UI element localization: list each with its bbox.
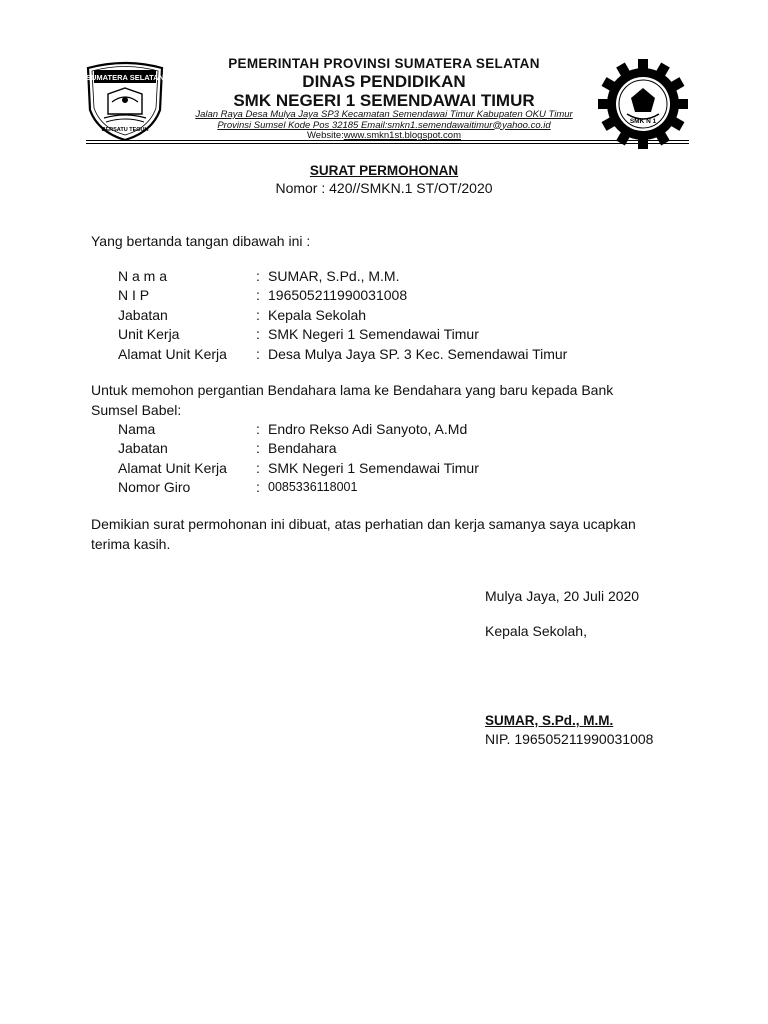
svg-text:SUMATERA SELATAN: SUMATERA SELATAN bbox=[85, 73, 165, 82]
svg-text:SMK N 1: SMK N 1 bbox=[629, 118, 657, 125]
signer-position: Kepala Sekolah, bbox=[485, 623, 587, 639]
signer-name: SUMAR, S.Pd., M.M. bbox=[485, 713, 614, 728]
sumatera-selatan-emblem-icon bbox=[82, 58, 168, 142]
field-colon: : bbox=[256, 287, 260, 304]
field-colon: : bbox=[256, 326, 260, 343]
letter-number: Nomor : 420//SMKN.1 ST/OT/2020 bbox=[275, 180, 493, 196]
letterhead-address-2: Provinsi Sumsel Kode Pos 32185 Email:smkn1.semendawaitimur@yahoo.co.id bbox=[217, 119, 551, 131]
field-row bbox=[118, 439, 479, 459]
field-label: Unit Kerja bbox=[118, 326, 180, 343]
letterhead-address-1: Jalan Raya Desa Mulya Jaya SP3 Kecamatan Semendawai Timur Kabupaten OKU Timur bbox=[195, 109, 573, 120]
field-label: Jabatan bbox=[118, 440, 168, 457]
school-gear-emblem-icon bbox=[597, 58, 689, 150]
closing-line-1: Demikian surat permohonan ini dibuat, atas perhatian dan kerja samanya saya ucapkan bbox=[91, 516, 636, 532]
closing-text bbox=[91, 515, 711, 554]
website-link[interactable]: www.smkn1st.blogspot.com bbox=[343, 130, 461, 141]
field-value: SUMAR, S.Pd., M.M. bbox=[268, 267, 400, 284]
letter-title: SURAT PERMOHONAN bbox=[309, 163, 459, 178]
request-text bbox=[91, 381, 711, 420]
field-row bbox=[118, 305, 567, 325]
svg-text:BERSATU TEGUH: BERSATU TEGUH bbox=[101, 127, 149, 133]
field-row bbox=[118, 286, 567, 306]
signer-fields-table bbox=[118, 266, 567, 364]
field-value: Desa Mulya Jaya SP. 3 Kec. Semendawai Timur bbox=[268, 345, 568, 362]
field-value: Bendahara bbox=[268, 440, 337, 457]
request-line-1: Untuk memohon pergantian Bendahara lama ke Bendahara yang baru kepada Bank bbox=[91, 382, 614, 398]
field-value: Endro Rekso Adi Sanyoto, A.Md bbox=[268, 420, 468, 437]
field-value: SMK Negeri 1 Semendawai Timur bbox=[268, 326, 479, 343]
field-colon: : bbox=[256, 479, 260, 496]
letterhead bbox=[168, 56, 600, 142]
field-value: Kepala Sekolah bbox=[268, 306, 367, 323]
field-label: Nomor Giro bbox=[118, 479, 191, 496]
closing-line-2: terima kasih. bbox=[91, 535, 171, 552]
field-row bbox=[118, 478, 479, 498]
signer-nip: NIP. 196505211990031008 bbox=[485, 731, 654, 747]
field-row bbox=[118, 458, 479, 478]
request-line-2: Sumsel Babel: bbox=[91, 401, 182, 418]
new-treasurer-fields-table bbox=[118, 419, 479, 497]
field-colon: : bbox=[256, 306, 260, 323]
letterhead-school: SMK NEGERI 1 SEMENDAWAI TIMUR bbox=[233, 91, 535, 110]
place-date: Mulya Jaya, 20 Juli 2020 bbox=[485, 588, 640, 604]
letterhead-rule-thick bbox=[86, 140, 689, 141]
intro-text: Yang bertanda tangan dibawah ini : bbox=[91, 233, 311, 249]
field-row bbox=[118, 266, 567, 286]
field-colon: : bbox=[256, 267, 260, 284]
field-colon: : bbox=[256, 420, 260, 437]
field-label: Jabatan bbox=[118, 306, 168, 323]
field-label: N I P bbox=[118, 287, 150, 304]
field-colon: : bbox=[256, 459, 260, 476]
field-label: Nama bbox=[118, 420, 156, 437]
letterhead-department: DINAS PENDIDIKAN bbox=[302, 72, 466, 91]
field-value: SMK Negeri 1 Semendawai Timur bbox=[268, 459, 479, 476]
field-label: N a m a bbox=[118, 267, 168, 284]
field-row bbox=[118, 419, 479, 439]
field-colon: : bbox=[256, 440, 260, 457]
letterhead-website: Website:www.smkn1st.blogspot.com bbox=[306, 130, 461, 141]
field-row bbox=[118, 344, 567, 364]
field-label: Alamat Unit Kerja bbox=[118, 459, 227, 476]
field-row bbox=[118, 325, 567, 345]
field-colon: : bbox=[256, 345, 260, 362]
field-label: Alamat Unit Kerja bbox=[118, 345, 227, 362]
field-value: 0085336118001 bbox=[268, 480, 358, 495]
letterhead-government: PEMERINTAH PROVINSI SUMATERA SELATAN bbox=[228, 56, 540, 71]
field-value: 196505211990031008 bbox=[268, 287, 408, 304]
letterhead-rule-thin bbox=[86, 143, 689, 144]
